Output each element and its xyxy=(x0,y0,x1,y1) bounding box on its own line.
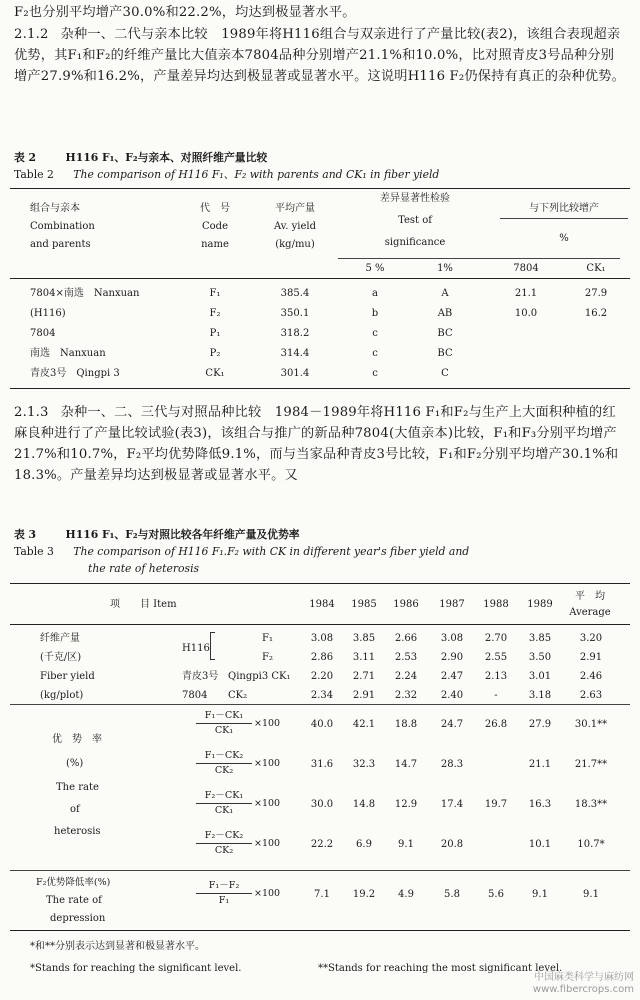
table-cell: 30.0 xyxy=(310,799,334,810)
table3-yield-rule xyxy=(10,704,630,705)
table-cell: 18.8 xyxy=(394,719,418,730)
watermark-line1: 中国麻类科学与麻纺网 xyxy=(534,972,634,983)
table3-title-en1: The comparison of H116 F₁.F₂ with CK in different year's fiber yield and xyxy=(73,545,470,558)
table-cell: 3.18 xyxy=(528,690,552,701)
table3-caption-en xyxy=(14,544,626,560)
table-cell: 17.4 xyxy=(440,799,464,810)
t3-note-cn: *和**分别表示达到显著和极显著水平。 xyxy=(30,941,205,952)
year-header-1988: 1988 xyxy=(483,599,509,610)
t2-head-yield-en1: Av. yield xyxy=(273,221,316,232)
t2-head-code-cn: 代 号 xyxy=(200,203,230,214)
table2-title-en: The comparison of H116 F₁、F₂ with parents and CK₁ in fiber yield xyxy=(73,168,440,181)
t2-head-yield-cn: 平均产量 xyxy=(275,203,315,214)
paper-page: F₂也分别平均增产30.0%和22.2%，均达到极显著水平。 2.1.2 杂种一、二代与亲本比较 1989年将H116组合与双亲进行了产量比较(表2)，该组合表现超亲优势，其F₁和F₂的纤维产量比大值亲本7804品种分别增产21.1%和10.0%，比对照青皮3号品种分别增产27.9%和16.2%，产量差异均达到极显著或显著水平。这说明H116 F₂仍保持有真正的杂种优势。 表 2 H116 F₁、F₂与亲本、对照纤维产量比较 Table 2 The comparison of H116 F₁、F₂ with parents and CK₁ in fiber yield 组合与亲本 Combination and parents 代 号 Code name 平均产量 Av. yield (kg/mu) 差异显著性检验 Test of significance 5 % 1% 与下列比较增产 % 7804 CK₁ 7804×南选 Nanxuan F₁ 385.4 a A 21.1 27.9 (H116) F₂ 350.1 b AB 10.0 16.2 7804 P₁ 318.2 c BC 南选 Nanxuan P₂ 314.4 c BC 青皮3号 Qingpi 3 CK₁ 301.4 c C 2.1.3 杂种一、二、三代与对照品种比较 1984－1989年将H116 F₁和F₂与生产上大面积种植的红麻良种进行了产量比较试验(表3)，该组合与推广的新品种7804(大值亲本)比较，F₁和F₃分别平均增产21.7%和10.7%，F₂平均优势降低9.1%，而与当家品种青皮3号比较，F₁和F₂分别平均增产30.1%和18.3%。产量差异均达到极显著或显著水平。又 表 3 H116 F₁、F₂与对照比较各年纤维产量及优势率 Table 3 The comparison of H116 F₁.F₂ with CK in different year's fiber yield and the rate of heterosis 项 目 Item 1984 1985 1986 1987 1988 1989 平 均 Average 纤维产量 (千克/区) Fiber yield (kg/plot) H116 青皮3号 7804 F₁ 3.08 3.85 2.66 3.08 2.70 3.85 3.20 F₂ 2.86 3.11 2.53 2.90 2.55 3.50 2.91 Qingpi3 CK₁ 2.20 2.71 2.24 2.47 2.13 3.01 2.46 CK₂ 2.34 2.91 2.32 2.40 - 3.18 2.63 优 势 率 (%) The rate of heterosis F₁－CK₁ CK₁ ×100 40.0 42.1 18.8 24.7 26.8 27.9 30.1** F₁－CK₂ CK₂ ×100 31.6 32.3 14.7 28.3 21.1 21.7** F₂－CK₁ CK₁ ×100 30.0 14.8 12.9 17.4 19.7 16.3 18.3** F₂－CK₂ CK₂ ×100 22.2 6.9 9.1 20.8 10.1 10.7* F₂优势降低率(%) The rate of depression F₁－F₂ F₁ ×100 7.1 19.2 4.9 5.8 5.6 9.1 9.1 *和**分别表示达到显著和极显著水平。 *Stands for reaching the significant level. **Stands for reaching the most significant level. 中国麻类科学与麻纺网 www.fibercrops.com xyxy=(0,0,640,1000)
table-cell: 27.9 xyxy=(528,719,552,730)
table-cell-avg: 2.91 xyxy=(579,652,603,663)
table-row: F₁ xyxy=(262,633,273,644)
section-2-1-3-text: 杂种一、二、三代与对照品种比较 1984－1989年将H116 F₁和F₂与生产上大面积种植的红麻良种进行了产量比较试验(表3)，该组合与推广的新品种7804(大值亲本)比较，F₁和F₃分别平均增产21.7%和10.7%，F₂平均优势降低9.1%，而与当家品种青皮3号比较，F₁和F₂分别平均增产30.1%和18.3%。产量差异均达到极显著或显著水平。又 xyxy=(14,405,619,483)
t2-head-combo-en1: Combination xyxy=(30,221,95,232)
table-cell: 14.8 xyxy=(352,799,376,810)
t3-depr-label-2: depression xyxy=(50,913,106,924)
table-row: (H116) xyxy=(30,308,66,319)
table-cell: 2.70 xyxy=(484,633,508,644)
table-cell: - xyxy=(494,690,498,701)
watermark-line2: www.fibercrops.com xyxy=(532,984,634,995)
table-cell: 3.11 xyxy=(352,652,376,663)
t2-head-sig-1: 1% xyxy=(437,263,453,274)
table-cell: 2.24 xyxy=(394,671,418,682)
rate-multiplier: ×100 xyxy=(254,798,281,809)
table-cell: 20.8 xyxy=(440,839,464,850)
t3-7804-label: 7804 xyxy=(182,690,208,701)
table2-head-rule xyxy=(10,278,630,279)
table-cell: 2.86 xyxy=(310,652,334,663)
t2-head-code-en1: Code xyxy=(202,221,228,232)
table-cell: 31.6 xyxy=(310,759,334,770)
t3-h116-brace xyxy=(210,632,215,660)
section-2-1-3 xyxy=(14,402,626,486)
table-cell: 2.47 xyxy=(440,671,464,682)
t3-rate-label-0: 优 势 率 xyxy=(52,734,102,745)
table-cell: 4.9 xyxy=(398,889,414,900)
t2-head-sig-en2: significance xyxy=(384,237,446,248)
t3-rate-label-4: heterosis xyxy=(54,826,101,837)
table3-caption-cn xyxy=(14,527,626,543)
table-cell: 22.2 xyxy=(310,839,334,850)
table-cell: 2.66 xyxy=(394,633,418,644)
table-cell: 19.7 xyxy=(484,799,508,810)
depression-multiplier: ×100 xyxy=(254,888,281,899)
table-cell-avg: 10.7* xyxy=(577,839,605,850)
table-cell: 32.3 xyxy=(352,759,376,770)
table-cell: 40.0 xyxy=(310,719,334,730)
t3-note-en1: *Stands for reaching the significant level. xyxy=(30,963,242,974)
t2-head-combo-cn: 组合与亲本 xyxy=(30,203,80,214)
table-cell: 2.32 xyxy=(394,690,418,701)
table-cell-avg: 2.46 xyxy=(579,671,603,682)
table-cell: 14.7 xyxy=(394,759,418,770)
t3-head-avg-cn: 平 均 xyxy=(575,591,605,602)
t2-head-sig-en1: Test of xyxy=(398,215,432,226)
t3-head-item: 项 目 Item xyxy=(110,599,177,610)
table3-bottom-rule xyxy=(10,930,630,931)
table-cell: 2.20 xyxy=(310,671,334,682)
t3-head-avg-en: Average xyxy=(569,607,611,618)
rate-formula: F₂－CK₂ CK₂ xyxy=(196,830,252,857)
t3-note-en2: **Stands for reaching the most significant level. xyxy=(318,963,563,974)
t2-head-sig-5: 5 % xyxy=(365,263,385,274)
table-cell: 2.71 xyxy=(352,671,376,682)
table3-title-cn: H116 F₁、F₂与对照比较各年纤维产量及优势率 xyxy=(65,528,300,541)
table2-inc-subrule xyxy=(500,218,628,219)
table2-caption-en xyxy=(14,167,626,183)
table-row: 7804×南选 Nanxuan xyxy=(30,288,140,299)
table-row: 青皮3号 Qingpi 3 xyxy=(30,368,120,379)
table3-label-en: Table 3 xyxy=(14,545,54,558)
t2-head-inc-a: 7804 xyxy=(513,263,539,274)
table-row: F₂ xyxy=(262,652,273,663)
table2-caption-cn xyxy=(14,150,626,166)
rate-multiplier: ×100 xyxy=(254,718,281,729)
table-cell-avg: 30.1** xyxy=(574,719,608,730)
table-cell: 3.08 xyxy=(310,633,334,644)
table-cell: 12.9 xyxy=(394,799,418,810)
year-header-1984: 1984 xyxy=(309,599,335,610)
t2-head-inc-unit: % xyxy=(559,233,569,244)
t2-head-combo-en2: and parents xyxy=(30,239,91,250)
year-header-1987: 1987 xyxy=(439,599,465,610)
table-cell: 2.40 xyxy=(440,690,464,701)
table-cell-avg: 21.7** xyxy=(574,759,608,770)
table-cell: 2.55 xyxy=(484,652,508,663)
depression-formula: F₁－F₂ F₁ xyxy=(196,880,252,907)
table-cell: 3.50 xyxy=(528,652,552,663)
table3-head-rule xyxy=(10,624,630,625)
table-cell: 3.01 xyxy=(528,671,552,682)
table-row: 7804 xyxy=(30,328,56,339)
table-cell: 10.1 xyxy=(528,839,552,850)
t3-yield-label-2: Fiber yield xyxy=(40,671,95,682)
table3-rate-rule xyxy=(10,870,630,871)
year-header-1986: 1986 xyxy=(393,599,419,610)
table-cell: 9.1 xyxy=(532,889,548,900)
table-cell: 3.85 xyxy=(352,633,376,644)
table-cell: 3.85 xyxy=(528,633,552,644)
table-cell: 24.7 xyxy=(440,719,464,730)
section-2-1-2-heading: 2.1.2 xyxy=(14,27,49,42)
intro-line: F₂也分别平均增产30.0%和22.2%，均达到极显著水平。 xyxy=(14,5,356,20)
t2-head-yield-en2: (kg/mu) xyxy=(275,239,315,250)
rate-multiplier: ×100 xyxy=(254,758,281,769)
table2-label-cn: 表 2 xyxy=(14,151,37,164)
rate-formula: F₁－CK₁ CK₁ xyxy=(196,710,252,737)
t3-h116-label: H116 xyxy=(182,643,210,654)
watermark xyxy=(533,972,634,996)
year-header-1989: 1989 xyxy=(527,599,553,610)
t3-rate-label-2: The rate xyxy=(56,782,99,793)
t3-yield-label-3: (kg/plot) xyxy=(40,690,84,701)
table-row: Qingpi3 CK₁ xyxy=(228,671,291,682)
section-2-1-2-text: 杂种一、二代与亲本比较 1989年将H116组合与双亲进行了产量比较(表2)，该组合表现超亲优势，其F₁和F₂的纤维产量比大值亲本7804品种分别增产21.1%和10.0%，比对照青皮3号品种分别增产27.9%和16.2%，产量差异均达到极显著或显著水平。这说明H116 F₂仍保持有真正的杂种优势。 xyxy=(14,27,626,84)
table-cell: 5.6 xyxy=(488,889,504,900)
rate-formula: F₂－CK₁ CK₁ xyxy=(196,790,252,817)
t2-head-code-en2: name xyxy=(201,239,229,250)
rate-formula: F₁－CK₂ CK₂ xyxy=(196,750,252,777)
table-cell: 2.90 xyxy=(440,652,464,663)
table-row: CK₂ xyxy=(228,690,248,701)
table-cell: 42.1 xyxy=(352,719,376,730)
section-2-1-2 xyxy=(14,24,626,87)
table-cell-avg: 2.63 xyxy=(579,690,603,701)
year-header-1985: 1985 xyxy=(351,599,377,610)
t2-head-inc-b: CK₁ xyxy=(586,263,606,274)
t3-qingpi-label: 青皮3号 xyxy=(182,671,219,682)
table-cell: 19.2 xyxy=(352,889,376,900)
t3-yield-label-0: 纤维产量 xyxy=(40,633,80,644)
t3-yield-label-1: (千克/区) xyxy=(40,652,82,663)
rate-multiplier: ×100 xyxy=(254,838,281,849)
t3-rate-label-3: of xyxy=(70,804,80,815)
table-cell: 21.1 xyxy=(528,759,552,770)
table-cell: 7.1 xyxy=(314,889,330,900)
table-cell: 2.13 xyxy=(484,671,508,682)
table2-head-subrule xyxy=(338,258,620,259)
table-cell: 26.8 xyxy=(484,719,508,730)
t3-rate-label-1: (%) xyxy=(66,758,84,769)
table-cell-avg: 3.20 xyxy=(579,633,603,644)
table3-top-rule xyxy=(10,583,630,584)
table-cell: 28.3 xyxy=(440,759,464,770)
table-cell: 2.34 xyxy=(310,690,334,701)
table-row: 南选 Nanxuan xyxy=(30,348,106,359)
table2-top-rule xyxy=(10,188,630,189)
table2-bottom-rule xyxy=(10,388,630,389)
t2-head-sig-cn: 差异显著性检验 xyxy=(380,193,450,204)
table-cell: 5.8 xyxy=(444,889,460,900)
t2-head-inc-cn: 与下列比较增产 xyxy=(529,203,599,214)
table3-title-en2: the rate of heterosis xyxy=(88,562,200,575)
table2-label-en: Table 2 xyxy=(14,168,54,181)
table-cell: 3.08 xyxy=(440,633,464,644)
table-cell-avg: 9.1 xyxy=(583,889,599,900)
table3-label-cn: 表 3 xyxy=(14,528,37,541)
table-cell: 16.3 xyxy=(528,799,552,810)
table-cell: 9.1 xyxy=(398,839,414,850)
table-cell: 2.91 xyxy=(352,690,376,701)
section-2-1-3-heading: 2.1.3 xyxy=(14,405,49,420)
table-cell: 6.9 xyxy=(356,839,372,850)
table2-title-cn: H116 F₁、F₂与亲本、对照纤维产量比较 xyxy=(65,151,268,164)
t3-depr-label-1: The rate of xyxy=(46,895,102,906)
table-cell-avg: 18.3** xyxy=(574,799,608,810)
t3-depr-label-0: F₂优势降低率(%) xyxy=(36,877,111,888)
table-cell: 2.53 xyxy=(394,652,418,663)
